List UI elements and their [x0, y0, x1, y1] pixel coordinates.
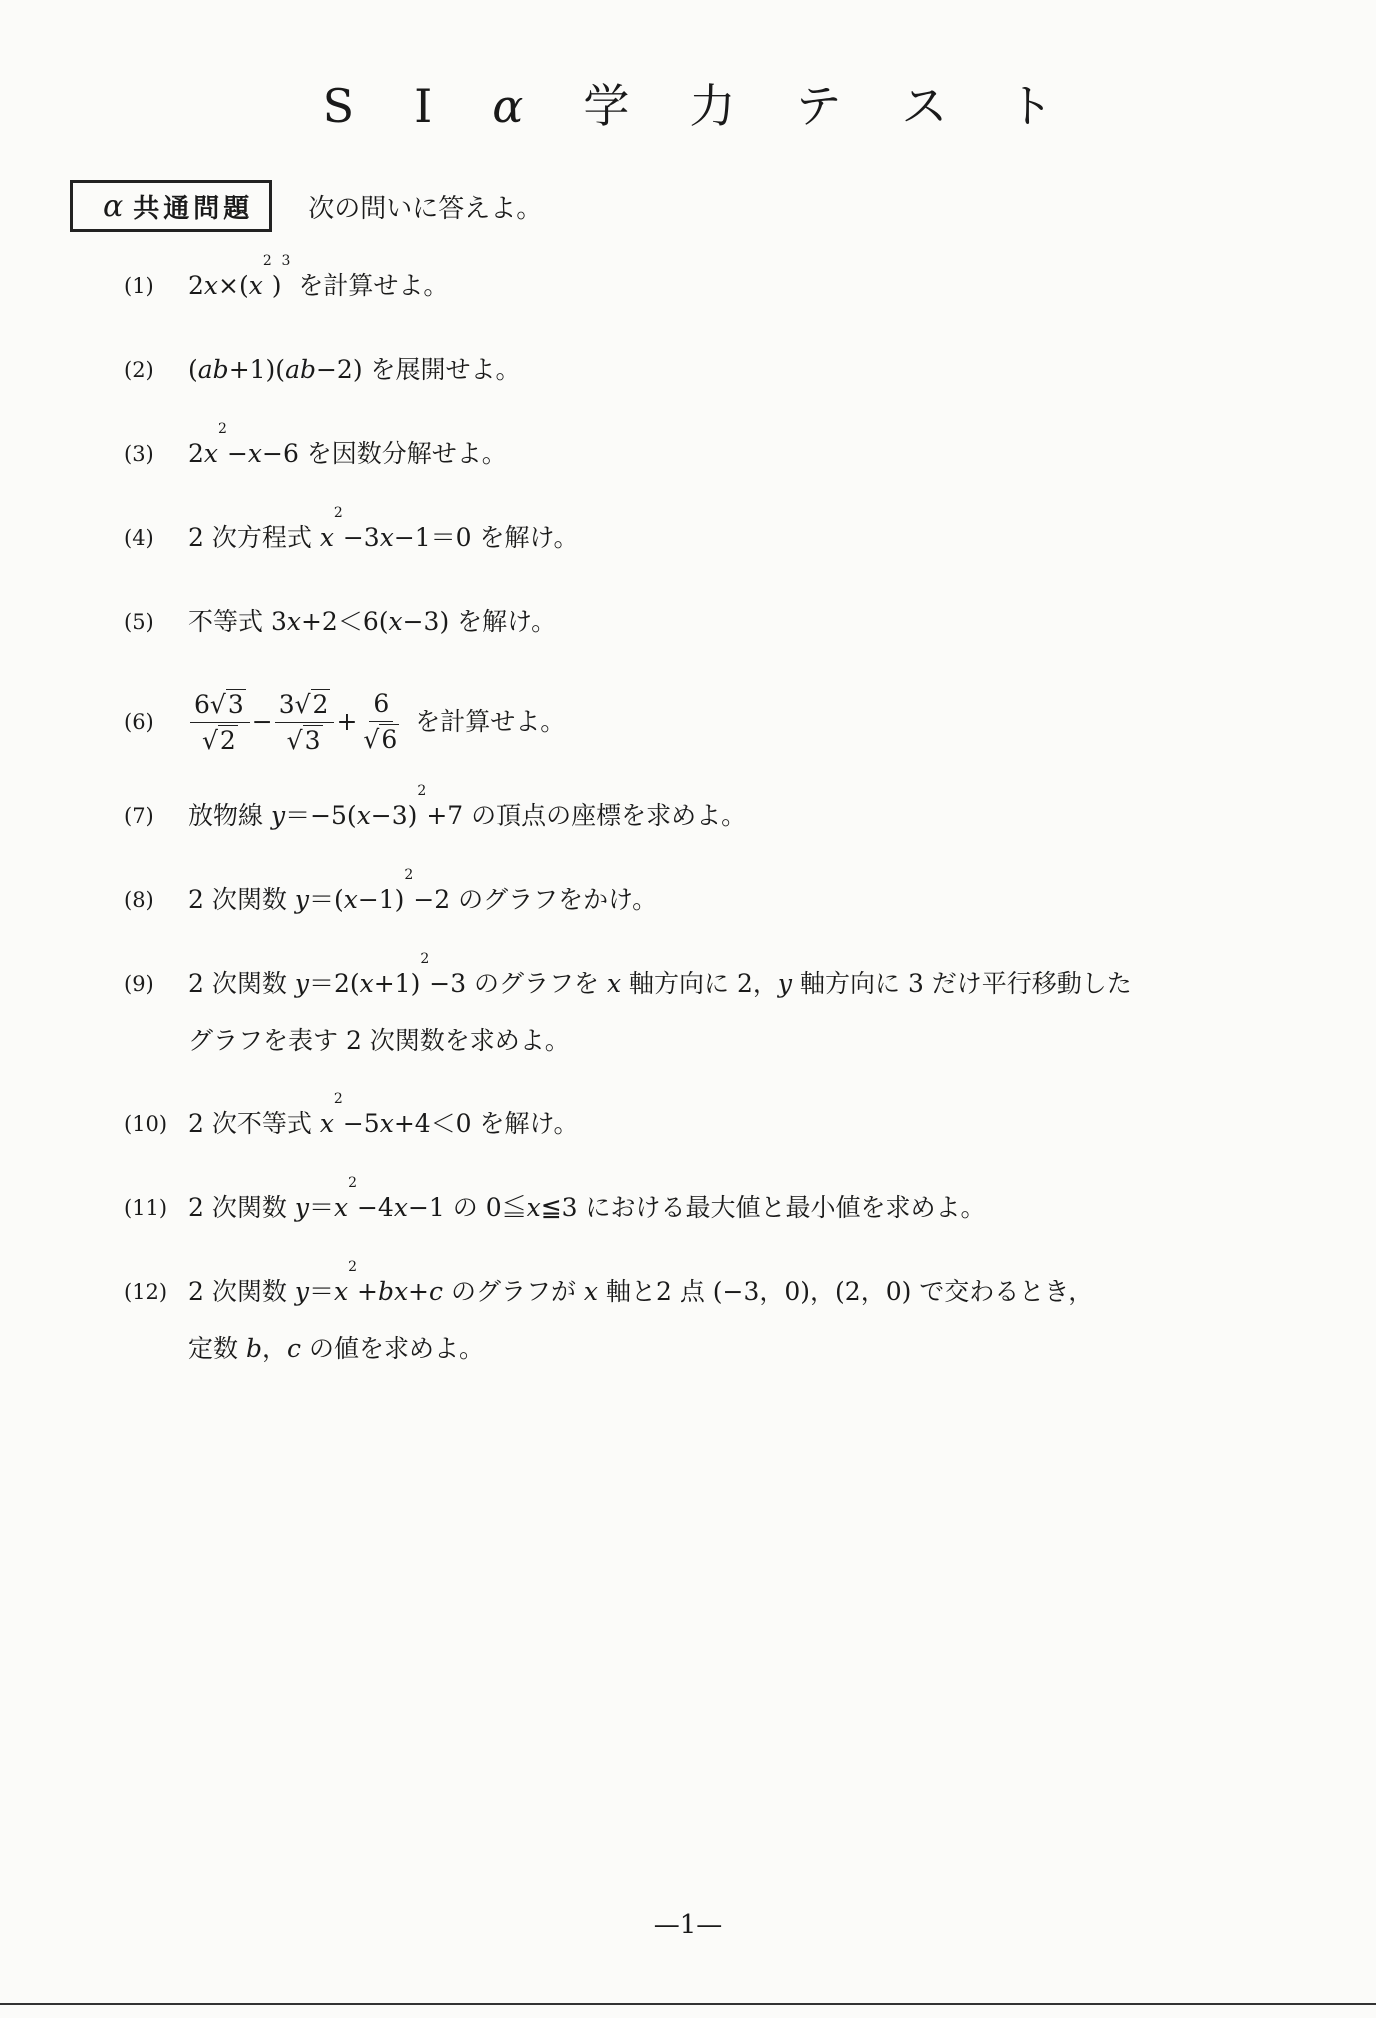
title-char: テ	[795, 79, 842, 133]
title-char: α	[492, 79, 524, 133]
question-text: 2 次関数 $y=(x-1)^2-2$ のグラフをかけ。	[188, 867, 658, 914]
question-text: $2x\times(x^2)^3$ を計算せよ。	[188, 253, 449, 300]
section-header	[70, 178, 542, 234]
question-1	[124, 253, 1304, 314]
question-number: (9)	[124, 972, 154, 996]
question-text: 2 次方程式 $x^2-3x-1=0$ を解け。	[188, 505, 579, 552]
question-text: $2x^2-x-6$ を因数分解せよ。	[188, 421, 507, 468]
question-number: (12)	[124, 1280, 168, 1304]
title-char: I	[414, 79, 433, 133]
fraction-2: $\frac{3√2}{√3}$	[275, 689, 335, 756]
section-alpha: α	[103, 188, 124, 224]
question-text: 2 次関数 $y=x^2+bx+c$ のグラフが x 軸と2 点 (−3，0)，(2，0) で交わるとき， 定数 b，c の値を求めよ。	[188, 1259, 1094, 1363]
question-number: (7)	[124, 804, 154, 828]
question-11	[124, 1175, 1304, 1236]
question-7	[124, 783, 1304, 844]
section-label-box	[70, 180, 272, 232]
question-number: (4)	[124, 526, 154, 550]
question-number: (2)	[124, 358, 154, 382]
question-10	[124, 1091, 1304, 1152]
question-text: 放物線 $y=-5(x-3)^2+7$ の頂点の座標を求めよ。	[188, 783, 747, 830]
question-number: (10)	[124, 1112, 168, 1136]
question-12	[124, 1259, 1304, 1378]
question-text: 不等式 3x+2＜6(x−3) を解け。	[188, 607, 557, 636]
question-8	[124, 867, 1304, 928]
fraction-1: $\frac{6√3}{√2}$	[190, 689, 250, 756]
question-number: (5)	[124, 610, 154, 634]
question-number: (1)	[124, 274, 154, 298]
section-label: 共通問題	[133, 193, 254, 224]
question-text: (ab+1)(ab−2) を展開せよ。	[188, 355, 521, 384]
operator-plus: +	[336, 707, 358, 736]
question-3	[124, 421, 1304, 482]
question-number: (6)	[124, 710, 154, 734]
title-char: ス	[901, 79, 948, 133]
page-number: —1—	[653, 1910, 723, 1940]
question-text: $\frac{6√3}{√2}$ − $\frac{3√2}{√3}$ + $\frac{6}{√6}$ を計算せよ。	[188, 689, 1304, 756]
page-edge-line	[0, 2003, 1376, 2005]
question-4	[124, 505, 1304, 566]
question-text: 2 次不等式 $x^2-5x+4<0$ を解け。	[188, 1091, 579, 1138]
question-5	[124, 594, 1304, 650]
section-instruction: 次の問いに答えよ。	[308, 193, 543, 224]
title-char: ト	[1007, 79, 1054, 133]
question-2	[124, 342, 1304, 398]
page-title	[0, 70, 1376, 136]
title-char: S	[322, 79, 355, 133]
operator-minus: −	[251, 707, 273, 736]
question-number: (3)	[124, 442, 154, 466]
question-9	[124, 951, 1304, 1070]
question-number: (8)	[124, 888, 154, 912]
title-char: 学	[583, 79, 630, 133]
fraction-3: $\frac{6}{√6}$	[363, 689, 398, 754]
question-6	[124, 684, 1304, 760]
question-number: (11)	[124, 1196, 168, 1220]
title-char: 力	[689, 79, 736, 133]
question-text: 2 次関数 $y=x^2-4x-1$ の 0≦x≦3 における最大値と最小値を求めよ。	[188, 1175, 986, 1222]
question-text: 2 次関数 $y=2(x+1)^2-3$ のグラフを x 軸方向に 2，y 軸方向に 3 だけ平行移動した グラフを表す 2 次関数を求めよ。	[188, 951, 1132, 1055]
